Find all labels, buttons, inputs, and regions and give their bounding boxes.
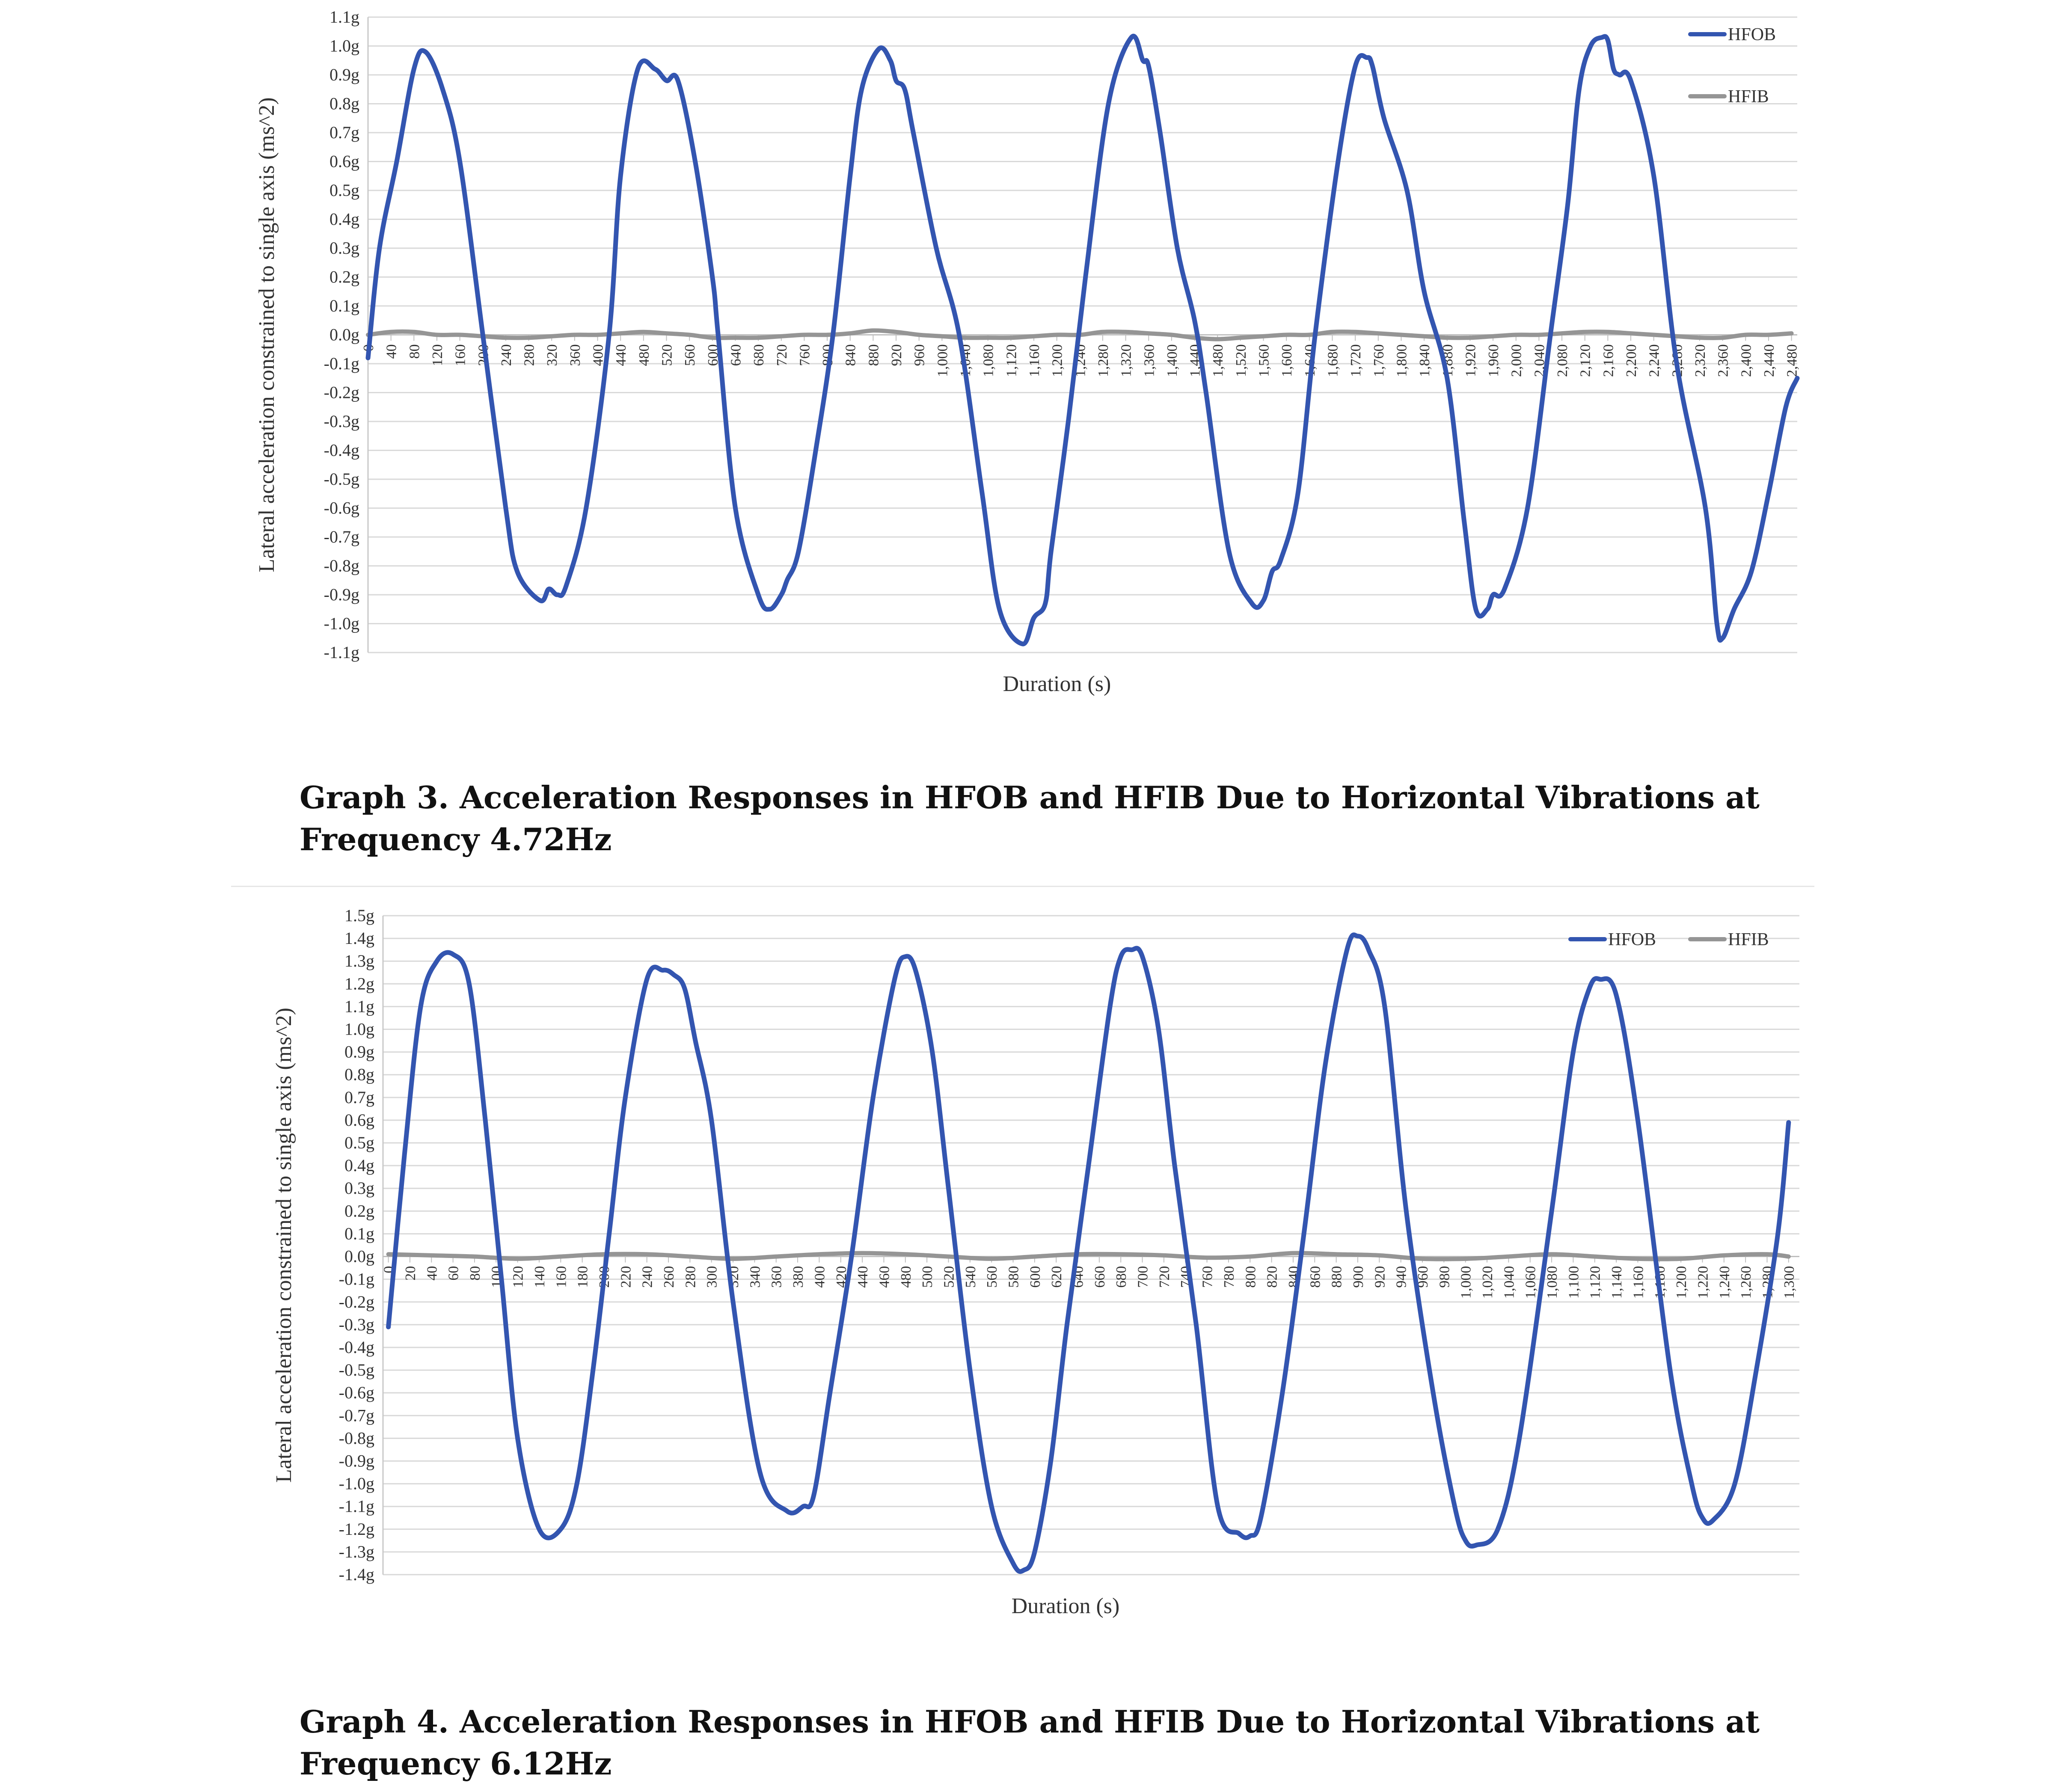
x-tick-label: 540 xyxy=(962,1266,979,1288)
x-tick-label: 120 xyxy=(430,344,445,366)
x-tick-label: 80 xyxy=(407,344,423,359)
y-tick-label: 0.1g xyxy=(329,296,359,315)
y-tick-label: 0.8g xyxy=(344,1065,374,1084)
y-tick-label: 0.7g xyxy=(329,123,359,142)
x-tick-label: 2,320 xyxy=(1692,344,1708,377)
x-tick-label: 2,240 xyxy=(1646,344,1662,377)
x-tick-label: 1,240 xyxy=(1072,344,1089,377)
x-tick-label: 1,600 xyxy=(1279,344,1295,377)
x-tick-label: 640 xyxy=(728,344,744,366)
y-tick-label: -0.6g xyxy=(324,498,359,518)
x-tick-label: 1,200 xyxy=(1674,1266,1690,1299)
x-tick-label: 560 xyxy=(984,1266,1000,1288)
x-tick-label: 1,720 xyxy=(1348,344,1364,377)
x-tick-label: 600 xyxy=(705,344,721,366)
x-tick-label: 960 xyxy=(911,344,928,366)
x-tick-label: 600 xyxy=(1027,1266,1043,1288)
x-tick-label: 160 xyxy=(452,344,469,366)
x-tick-label: 1,840 xyxy=(1417,344,1433,377)
y-tick-label: -0.4g xyxy=(338,1337,374,1357)
x-tick-label: 480 xyxy=(636,344,652,366)
x-tick-label: 160 xyxy=(553,1266,570,1288)
y-tick-label: 0.0g xyxy=(344,1246,374,1266)
x-tick-label: 900 xyxy=(1351,1266,1366,1288)
y-axis-label: Lateral acceleration constrained to single axis (ms^2) xyxy=(272,1007,296,1483)
x-tick-label: 880 xyxy=(866,344,882,366)
y-tick-label: -0.9g xyxy=(338,1451,374,1471)
x-tick-label: 100 xyxy=(489,1266,505,1288)
x-tick-label: 880 xyxy=(1329,1266,1345,1288)
x-tick-label: 2,400 xyxy=(1738,344,1754,377)
y-tick-label: -0.8g xyxy=(338,1428,374,1448)
y-tick-label: -0.5g xyxy=(324,469,359,489)
x-tick-label: 1,240 xyxy=(1716,1266,1733,1299)
series-line-hfib xyxy=(389,1253,1789,1259)
x-tick-label: 1,800 xyxy=(1394,344,1410,377)
x-tick-label: 360 xyxy=(567,344,583,366)
y-tick-label: 0.3g xyxy=(344,1178,374,1198)
x-tick-label: 120 xyxy=(510,1266,526,1288)
x-tick-label: 1,060 xyxy=(1523,1266,1539,1299)
y-tick-label: -0.6g xyxy=(338,1383,374,1403)
y-tick-label: 1.0g xyxy=(329,36,359,56)
legend-label-hfob: HFOB xyxy=(1608,930,1656,949)
y-tick-label: -0.1g xyxy=(338,1269,374,1289)
x-tick-label: 420 xyxy=(833,1266,849,1288)
x-tick-label: 2,040 xyxy=(1532,344,1548,377)
x-tick-label: 140 xyxy=(532,1266,548,1288)
y-tick-label: 0.8g xyxy=(329,94,359,113)
y-tick-label: -0.9g xyxy=(324,585,359,604)
x-tick-label: 700 xyxy=(1135,1266,1151,1288)
x-tick-label: 1,880 xyxy=(1440,344,1456,377)
x-tick-label: 660 xyxy=(1092,1266,1108,1288)
x-tick-label: 800 xyxy=(820,344,836,366)
x-tick-label: 2,440 xyxy=(1761,344,1777,377)
x-tick-label: 1,300 xyxy=(1781,1266,1797,1299)
caption-graph-4: Graph 4. Acceleration Responses in HFOB and HFIB Due to Horizontal Vibrations at Frequency 6.12Hz xyxy=(300,1703,1760,1782)
x-tick-label: 1,320 xyxy=(1118,344,1134,377)
y-tick-label: 0.3g xyxy=(329,238,359,258)
x-tick-label: 1,760 xyxy=(1371,344,1387,377)
x-tick-label: 920 xyxy=(889,344,905,366)
y-tick-label: -0.5g xyxy=(338,1360,374,1380)
x-tick-label: 480 xyxy=(898,1266,914,1288)
x-tick-label: 240 xyxy=(498,344,514,366)
x-tick-label: 60 xyxy=(445,1266,462,1281)
x-tick-label: 1,080 xyxy=(1544,1266,1561,1299)
x-tick-label: 680 xyxy=(1113,1266,1130,1288)
y-tick-label: 0.5g xyxy=(344,1133,374,1153)
x-tick-label: 2,160 xyxy=(1600,344,1617,377)
x-tick-label: 200 xyxy=(475,344,492,366)
y-tick-label: 0.9g xyxy=(344,1042,374,1062)
x-tick-label: 1,100 xyxy=(1566,1266,1582,1299)
x-tick-label: 1,220 xyxy=(1695,1266,1711,1299)
x-tick-label: 760 xyxy=(797,344,813,366)
x-tick-label: 2,120 xyxy=(1577,344,1594,377)
x-tick-label: 720 xyxy=(1156,1266,1172,1288)
x-tick-label: 0 xyxy=(361,344,377,352)
y-tick-label: -0.3g xyxy=(338,1314,374,1334)
x-tick-label: 640 xyxy=(1070,1266,1086,1288)
x-tick-label: 1,260 xyxy=(1738,1266,1754,1299)
x-tick-label: 2,280 xyxy=(1669,344,1686,377)
legend-label-hfob: HFOB xyxy=(1728,25,1776,45)
y-tick-label: 0.5g xyxy=(329,181,359,200)
x-tick-label: 560 xyxy=(682,344,698,366)
x-tick-label: 1,400 xyxy=(1164,344,1180,377)
x-tick-label: 500 xyxy=(920,1266,936,1288)
x-tick-label: 200 xyxy=(597,1266,612,1288)
y-tick-label: -0.4g xyxy=(324,440,359,460)
x-tick-label: 360 xyxy=(769,1266,785,1288)
y-tick-label: 0.4g xyxy=(329,209,359,229)
y-tick-label: -0.3g xyxy=(324,412,359,431)
legend-label-hfib: HFIB xyxy=(1728,87,1769,107)
x-tick-label: 840 xyxy=(1286,1266,1302,1288)
x-tick-label: 1,640 xyxy=(1302,344,1318,377)
x-tick-label: 80 xyxy=(467,1266,483,1281)
y-tick-label: -1.4g xyxy=(338,1565,374,1584)
x-tick-label: 1,520 xyxy=(1233,344,1249,377)
x-tick-label: 920 xyxy=(1372,1266,1388,1288)
x-tick-label: 440 xyxy=(613,344,629,366)
x-tick-label: 860 xyxy=(1307,1266,1324,1288)
y-tick-label: -0.2g xyxy=(324,383,359,402)
x-tick-label: 40 xyxy=(383,344,400,359)
x-tick-label: 400 xyxy=(812,1266,828,1288)
y-tick-label: 0.1g xyxy=(344,1224,374,1243)
x-tick-label: 1,960 xyxy=(1486,344,1502,377)
x-tick-label: 800 xyxy=(1243,1266,1259,1288)
y-tick-label: -0.8g xyxy=(324,556,359,576)
caption-graph-3: Graph 3. Acceleration Responses in HFOB and HFIB Due to Horizontal Vibrations at Frequency 4.72Hz xyxy=(300,779,1760,857)
x-tick-label: 1,040 xyxy=(958,344,974,377)
y-tick-label: 1.1g xyxy=(329,7,359,27)
x-tick-label: 240 xyxy=(639,1266,656,1288)
x-tick-label: 280 xyxy=(683,1266,699,1288)
x-tick-label: 720 xyxy=(774,344,790,366)
x-tick-label: 960 xyxy=(1415,1266,1431,1288)
x-tick-label: 1,440 xyxy=(1187,344,1203,377)
y-tick-label: -0.1g xyxy=(324,354,359,373)
x-tick-label: 1,000 xyxy=(1458,1266,1474,1299)
legend-label-hfib: HFIB xyxy=(1728,930,1769,949)
x-tick-label: 2,000 xyxy=(1508,344,1525,377)
x-tick-label: 620 xyxy=(1049,1266,1065,1288)
y-tick-label: -1.3g xyxy=(338,1542,374,1561)
y-tick-label: 0.6g xyxy=(344,1110,374,1130)
y-tick-label: 0.2g xyxy=(344,1201,374,1221)
x-tick-label: 740 xyxy=(1178,1266,1194,1288)
y-tick-label: 0.6g xyxy=(329,151,359,171)
y-tick-label: -0.7g xyxy=(324,527,359,546)
x-tick-label: 1,020 xyxy=(1480,1266,1496,1299)
x-tick-label: 1,280 xyxy=(1095,344,1111,377)
x-tick-label: 1,040 xyxy=(1501,1266,1517,1299)
x-tick-label: 2,080 xyxy=(1555,344,1570,377)
x-tick-label: 1,080 xyxy=(980,344,997,377)
y-tick-label: -1.0g xyxy=(324,614,359,633)
x-tick-label: 1,360 xyxy=(1141,344,1158,377)
x-tick-label: 320 xyxy=(544,344,561,366)
x-tick-label: 940 xyxy=(1393,1266,1410,1288)
y-tick-label: 0.4g xyxy=(344,1156,374,1175)
y-tick-label: 0.7g xyxy=(344,1087,374,1107)
x-tick-label: 340 xyxy=(747,1266,763,1288)
x-tick-label: 840 xyxy=(843,344,859,366)
x-tick-label: 780 xyxy=(1221,1266,1237,1288)
x-tick-label: 1,560 xyxy=(1256,344,1272,377)
x-tick-label: 2,360 xyxy=(1715,344,1731,377)
x-tick-label: 1,200 xyxy=(1049,344,1066,377)
x-tick-label: 1,140 xyxy=(1609,1266,1625,1299)
x-tick-label: 380 xyxy=(790,1266,807,1288)
y-tick-label: 1.3g xyxy=(344,951,374,971)
chart-graph-4 xyxy=(0,890,2054,1694)
x-tick-label: 280 xyxy=(521,344,537,366)
x-tick-label: 2,200 xyxy=(1624,344,1639,377)
y-tick-label: 1.4g xyxy=(344,929,374,948)
chart-graph-3 xyxy=(0,0,2054,762)
x-tick-label: 400 xyxy=(590,344,606,366)
x-tick-label: 820 xyxy=(1264,1266,1280,1288)
y-tick-label: -0.7g xyxy=(338,1406,374,1425)
y-tick-label: 1.5g xyxy=(344,906,374,925)
x-tick-label: 1,680 xyxy=(1325,344,1341,377)
y-tick-label: -1.1g xyxy=(324,643,359,662)
x-tick-label: 520 xyxy=(659,344,675,366)
x-tick-label: 20 xyxy=(402,1266,419,1281)
y-tick-label: 0.2g xyxy=(329,267,359,287)
y-tick-label: 0.0g xyxy=(329,325,359,344)
x-tick-label: 1,920 xyxy=(1463,344,1479,377)
x-tick-label: 300 xyxy=(704,1266,720,1288)
y-axis-label: Lateral acceleration constrained to single axis (ms^2) xyxy=(255,97,279,573)
x-tick-label: 1,160 xyxy=(1027,344,1042,377)
y-tick-label: 1.2g xyxy=(344,974,374,994)
x-tick-label: 440 xyxy=(855,1266,871,1288)
y-tick-label: -1.1g xyxy=(338,1496,374,1516)
x-tick-label: 40 xyxy=(424,1266,440,1281)
figure-graph-3 xyxy=(0,0,2054,877)
x-tick-label: 580 xyxy=(1006,1266,1022,1288)
x-tick-label: 760 xyxy=(1199,1266,1216,1288)
y-tick-label: 0.9g xyxy=(329,65,359,84)
x-tick-label: 220 xyxy=(618,1266,634,1288)
x-tick-label: 260 xyxy=(661,1266,677,1288)
figure-graph-4 xyxy=(0,890,2054,1792)
x-tick-label: 980 xyxy=(1437,1266,1453,1288)
y-tick-label: -0.2g xyxy=(338,1292,374,1311)
x-tick-label: 1,280 xyxy=(1760,1266,1776,1299)
x-axis-label: Duration (s) xyxy=(1003,672,1111,696)
x-tick-label: 320 xyxy=(726,1266,742,1288)
x-tick-label: 180 xyxy=(575,1266,591,1288)
x-tick-label: 1,160 xyxy=(1630,1266,1647,1299)
series-line-hfob xyxy=(368,36,1797,644)
figure-divider xyxy=(231,886,1814,887)
x-tick-label: 1,000 xyxy=(935,344,951,377)
x-tick-label: 0 xyxy=(381,1266,397,1273)
x-tick-label: 1,180 xyxy=(1652,1266,1668,1299)
x-tick-label: 1,480 xyxy=(1210,344,1226,377)
x-tick-label: 1,120 xyxy=(1587,1266,1603,1299)
x-tick-label: 2,480 xyxy=(1784,344,1800,377)
y-tick-label: -1.2g xyxy=(338,1519,374,1539)
x-axis-label: Duration (s) xyxy=(1011,1594,1120,1618)
x-tick-label: 520 xyxy=(941,1266,957,1288)
x-tick-label: 460 xyxy=(876,1266,893,1288)
x-tick-label: 1,120 xyxy=(1003,344,1020,377)
y-tick-label: 1.1g xyxy=(344,997,374,1016)
y-tick-label: 1.0g xyxy=(344,1019,374,1039)
y-tick-label: -1.0g xyxy=(338,1474,374,1493)
x-tick-label: 680 xyxy=(751,344,767,366)
